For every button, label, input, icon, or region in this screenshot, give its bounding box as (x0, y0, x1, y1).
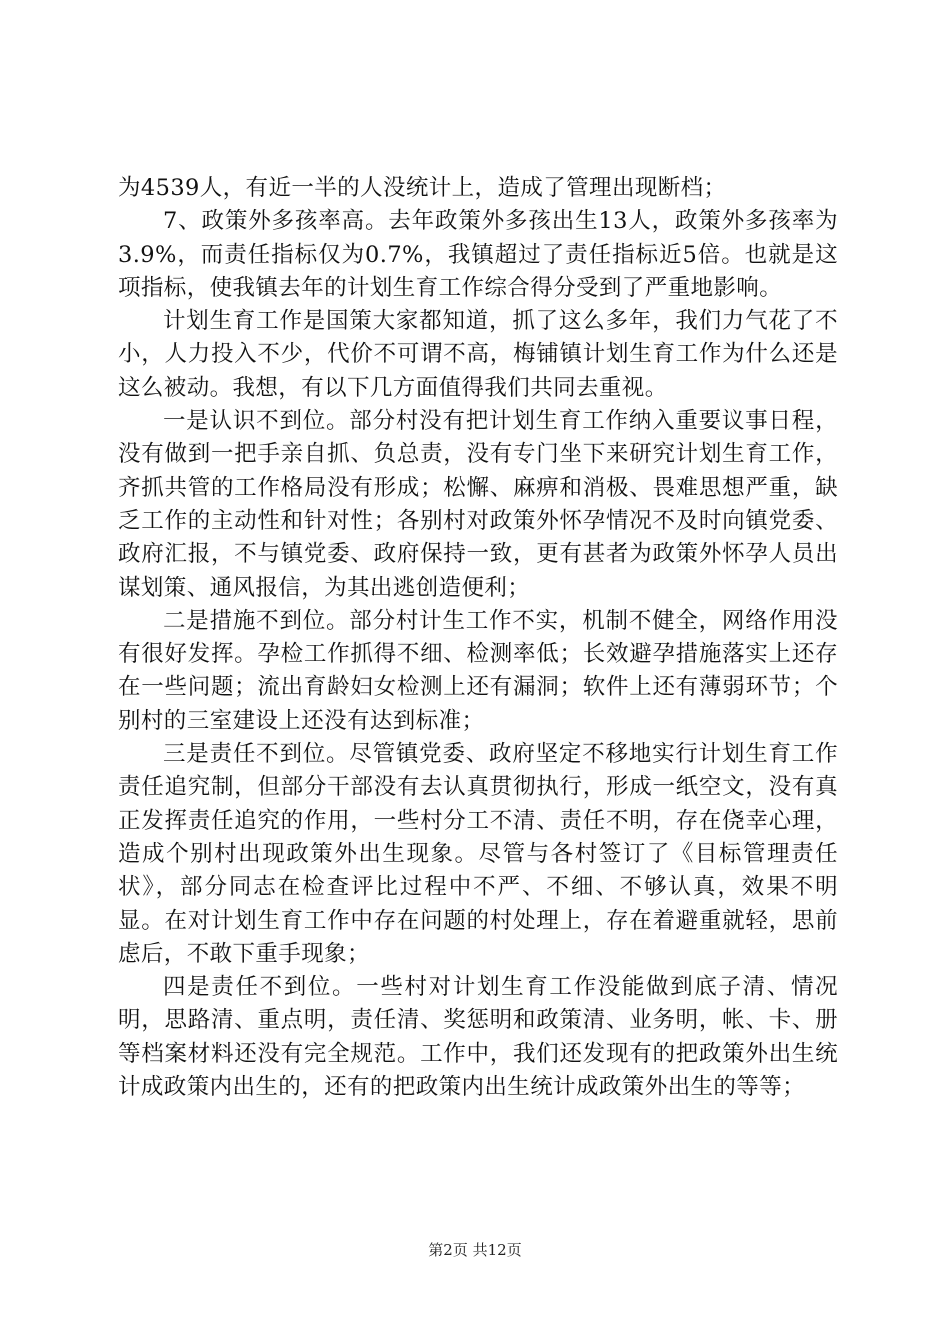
page-footer (0, 1240, 950, 1260)
paragraph-point-two: 二是措施不到位。部分村计生工作不实，机制不健全，网络作用没有很好发挥。孕检工作抓得不细、检测率低；长效避孕措施落实上还存在一些问题；流出育龄妇女检测上还有漏洞；软件上还有薄弱环节；个别村的三室建设上还没有达到标准； (118, 607, 838, 734)
paragraph-point-four: 四是责任不到位。一些村对计划生育工作没能做到底子清、情况明，思路清、重点明，责任清、奖惩明和政策清、业务明，帐、卡、册等档案材料还没有完全规范。工作中，我们还发现有的把政策外出生统计成政策内出生的，还有的把政策内出生统计成政策外出生的等等； (118, 974, 838, 1101)
paragraph-continuation: 为4539人，有近一半的人没统计上，造成了管理出现断档； (118, 175, 727, 201)
paragraph-item-7: 7、政策外多孩率高。去年政策外多孩出生13人，政策外多孩率为3.9%，而责任指标仅为0.7%，我镇超过了责任指标近5倍。也就是这项指标，使我镇去年的计划生育工作综合得分受到了严重地影响。 (118, 208, 838, 301)
document-body (118, 172, 838, 1104)
page-number-label: 第2页 共12页 (428, 1241, 522, 1259)
paragraph-point-three: 三是责任不到位。尽管镇党委、政府坚定不移地实行计划生育工作责任追究制，但部分干部没有去认真贯彻执行，形成一纸空文，没有真正发挥责任追究的作用，一些村分工不清、责任不明，存在侥幸心理，造成个别村出现政策外出生现象。尽管与各村签订了《目标管理责任状》，部分同志在检查评比过程中不严、不细、不够认真，效果不明显。在对计划生育工作中存在问题的村处理上，存在着避重就轻，思前虑后，不敢下重手现象； (118, 741, 838, 967)
paragraph-point-one: 一是认识不到位。部分村没有把计划生育工作纳入重要议事日程，没有做到一把手亲自抓、负总责，没有专门坐下来研究计划生育工作，齐抓共管的工作格局没有形成；松懈、麻痹和消极、畏难思想严重，缺乏工作的主动性和针对性；各别村对政策外怀孕情况不及时向镇党委、政府汇报，不与镇党委、政府保持一致，更有甚者为政策外怀孕人员出谋划策、通风报信，为其出逃创造便利； (118, 408, 838, 601)
paragraph-analysis-intro: 计划生育工作是国策大家都知道，抓了这么多年，我们力气花了不小，人力投入不少，代价不可谓不高，梅铺镇计划生育工作为什么还是这么被动。我想，有以下几方面值得我们共同去重视。 (118, 308, 838, 401)
